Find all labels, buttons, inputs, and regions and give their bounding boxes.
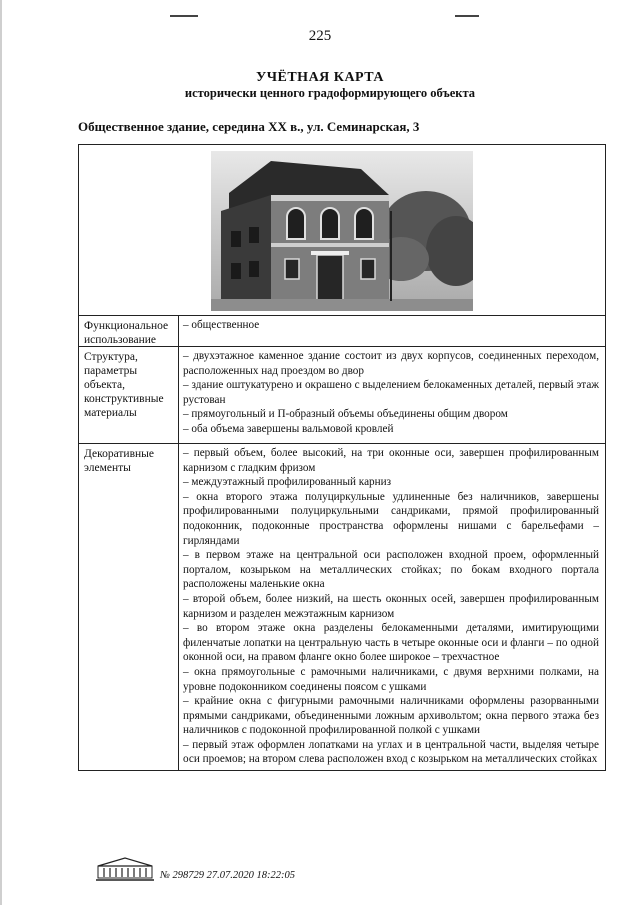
object-title: Общественное здание, середина XX в., ул. Семинарская, 3 [78, 119, 420, 134]
row-label: Функциональное использование [79, 316, 179, 346]
scan-mark [455, 15, 479, 17]
row-content [179, 316, 605, 346]
list-item: – прямоугольный и П-образный объемы объединены общим двором [183, 408, 508, 421]
row-structure [79, 347, 605, 444]
row-functional-use [79, 316, 605, 347]
list-item: – первый объем, более высокий, на три оконные оси, завершен профилированным карнизом с гладким фризом [183, 447, 600, 474]
list-item: – во втором этаже окна разделены белокаменными деталями, имитирующими филенчатые лопатки на центральную часть в четыре оконные оси и фланги – по одной оконной оси, на правом фланге окно более широкое – трехчастное [183, 622, 600, 664]
row-decorative-elements [79, 444, 605, 770]
registration-stamp: № 298729 27.07.2020 18:22:05 [160, 870, 296, 881]
row-label: Декоративные элементы [79, 444, 179, 770]
row-content [179, 347, 605, 443]
list-item: – общественное [183, 319, 260, 331]
record-card-table [78, 144, 606, 771]
document-subtitle: исторически ценного градоформирующего объекта [184, 86, 476, 100]
building-logo-icon [94, 856, 156, 882]
list-item: – здание оштукатурено и окрашено с выделением белокаменных деталей, первый этаж рустован [183, 379, 600, 406]
list-item: – второй объем, более низкий, на шесть оконных осей, завершен профилированным карнизом и разделен межэтажным карнизом [183, 592, 599, 620]
list-item: – двухэтажное каменное здание состоит из двух корпусов, соединенных переходом, расположенных над проездом во двор [183, 350, 599, 377]
row-content [179, 444, 605, 770]
list-item: – в первом этаже на центральной оси расположен входной проем, оформленный порталом, козырьком на металлических стойках; по бокам входного портала расположены маленькие окна [183, 549, 599, 591]
registry-logo [94, 856, 156, 882]
photo-row [79, 145, 605, 316]
page-number: 225 [308, 28, 332, 44]
list-item: – оба объема завершены вальмовой кровлей [183, 422, 394, 435]
row-label: Структура, параметры объекта, конструктивные материалы [79, 347, 179, 443]
building-photo-graphic [211, 151, 473, 311]
list-item: – окна второго этажа полуциркульные удлиненные без наличников, завершены профилированными полуциркульными сандриками, прямой профилированный подоконник, подоконные пространства оформлены нишами с барельефами – гирляндами [183, 490, 600, 547]
building-photo [211, 151, 473, 311]
list-item: – междуэтажный профилированный карниз [183, 476, 392, 489]
scan-mark [170, 15, 198, 17]
list-item: – первый этаж оформлен лопатками на углах и в центральной части, выделяя четыре оси проемов; на втором слева расположен вход с козырьком на металлических стойках [183, 738, 599, 766]
list-item: – крайние окна с фигурными рамочными наличниками оформлены разорванными прямыми сандриками, объединенными ложным архивольтом; окна первого этажа без наличников с подоконной профилированной полкой с ушками [183, 695, 599, 737]
list-item: – окна прямоугольные с рамочными наличниками, с двумя верхними полками, на уровне подоконником соединены поясом с ушками [183, 665, 599, 693]
document-title: УЧЁТНАЯ КАРТА [255, 70, 385, 85]
